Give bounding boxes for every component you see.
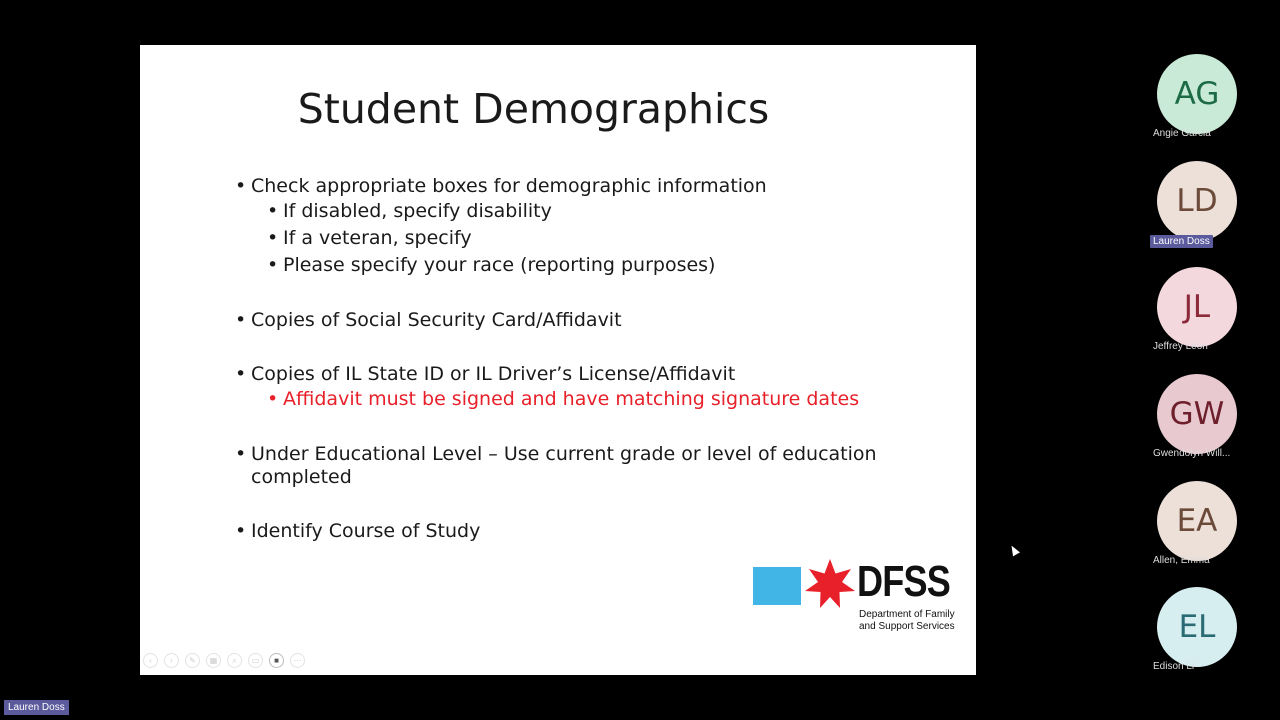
slides-grid-icon[interactable]: ▦ <box>206 653 221 668</box>
slide-bullet-list <box>235 175 935 543</box>
subtitles-icon[interactable]: ▭ <box>248 653 263 668</box>
sub-bullet-disability: • If disabled, specify disability <box>235 198 935 225</box>
logo-blue-square <box>753 567 801 605</box>
logo-subtitle-line1: Department of Family <box>859 609 955 620</box>
pen-icon[interactable]: ✎ <box>185 653 200 668</box>
participant-name: Edison Li <box>1153 661 1195 672</box>
avatar: AG <box>1157 54 1237 134</box>
logo-subtitle-line2: and Support Services <box>859 621 955 632</box>
bullet-social-security: • Copies of Social Security Card/Affidavit <box>235 309 935 332</box>
more-options-icon[interactable]: ⋯ <box>290 653 305 668</box>
slideshow-controls <box>143 653 305 668</box>
sub-bullet-race: • Please specify your race (reporting purposes) <box>235 252 935 279</box>
participant-name-active-speaker: Lauren Doss <box>1150 235 1213 248</box>
bullet-demographics: • Check appropriate boxes for demographic information <box>235 175 935 198</box>
previous-slide-icon[interactable]: ‹ <box>143 653 158 668</box>
avatar: JL <box>1157 267 1237 347</box>
bullet-educational-level-line2: completed <box>251 466 352 488</box>
dfss-logo <box>753 558 963 633</box>
avatar: GW <box>1157 374 1237 454</box>
logo-wordmark: DFSS <box>857 557 950 606</box>
next-slide-icon[interactable]: › <box>164 653 179 668</box>
sub-bullet-veteran: • If a veteran, specify <box>235 225 935 252</box>
sub-bullet-affidavit: • Affidavit must be signed and have matching signature dates <box>235 386 935 413</box>
camera-icon[interactable]: ■ <box>269 653 284 668</box>
mouse-cursor-icon <box>1008 544 1020 557</box>
bullet-educational-level <box>235 443 935 489</box>
slide-title: Student Demographics <box>297 85 770 133</box>
participant-name: Angie Garcia <box>1153 128 1211 139</box>
bullet-course-of-study: • Identify Course of Study <box>235 520 935 543</box>
logo-subtitle <box>859 609 955 633</box>
participant-name: Allen, Emma <box>1153 555 1210 566</box>
participant-name: Jeffrey Leon <box>1153 341 1208 352</box>
avatar: EA <box>1157 481 1237 561</box>
bullet-state-id: • Copies of IL State ID or IL Driver’s License/Affidavit <box>235 363 935 386</box>
zoom-icon[interactable]: ⌕ <box>227 653 242 668</box>
logo-red-star-icon <box>803 558 857 612</box>
bullet-educational-level-line1: Under Educational Level – Use current grade or level of education <box>251 443 877 465</box>
presentation-slide <box>140 45 976 675</box>
avatar: EL <box>1157 587 1237 667</box>
self-view-name-label: Lauren Doss <box>4 700 69 715</box>
participant-name: Gwendolyn Will... <box>1153 448 1231 459</box>
avatar: LD <box>1157 161 1237 241</box>
